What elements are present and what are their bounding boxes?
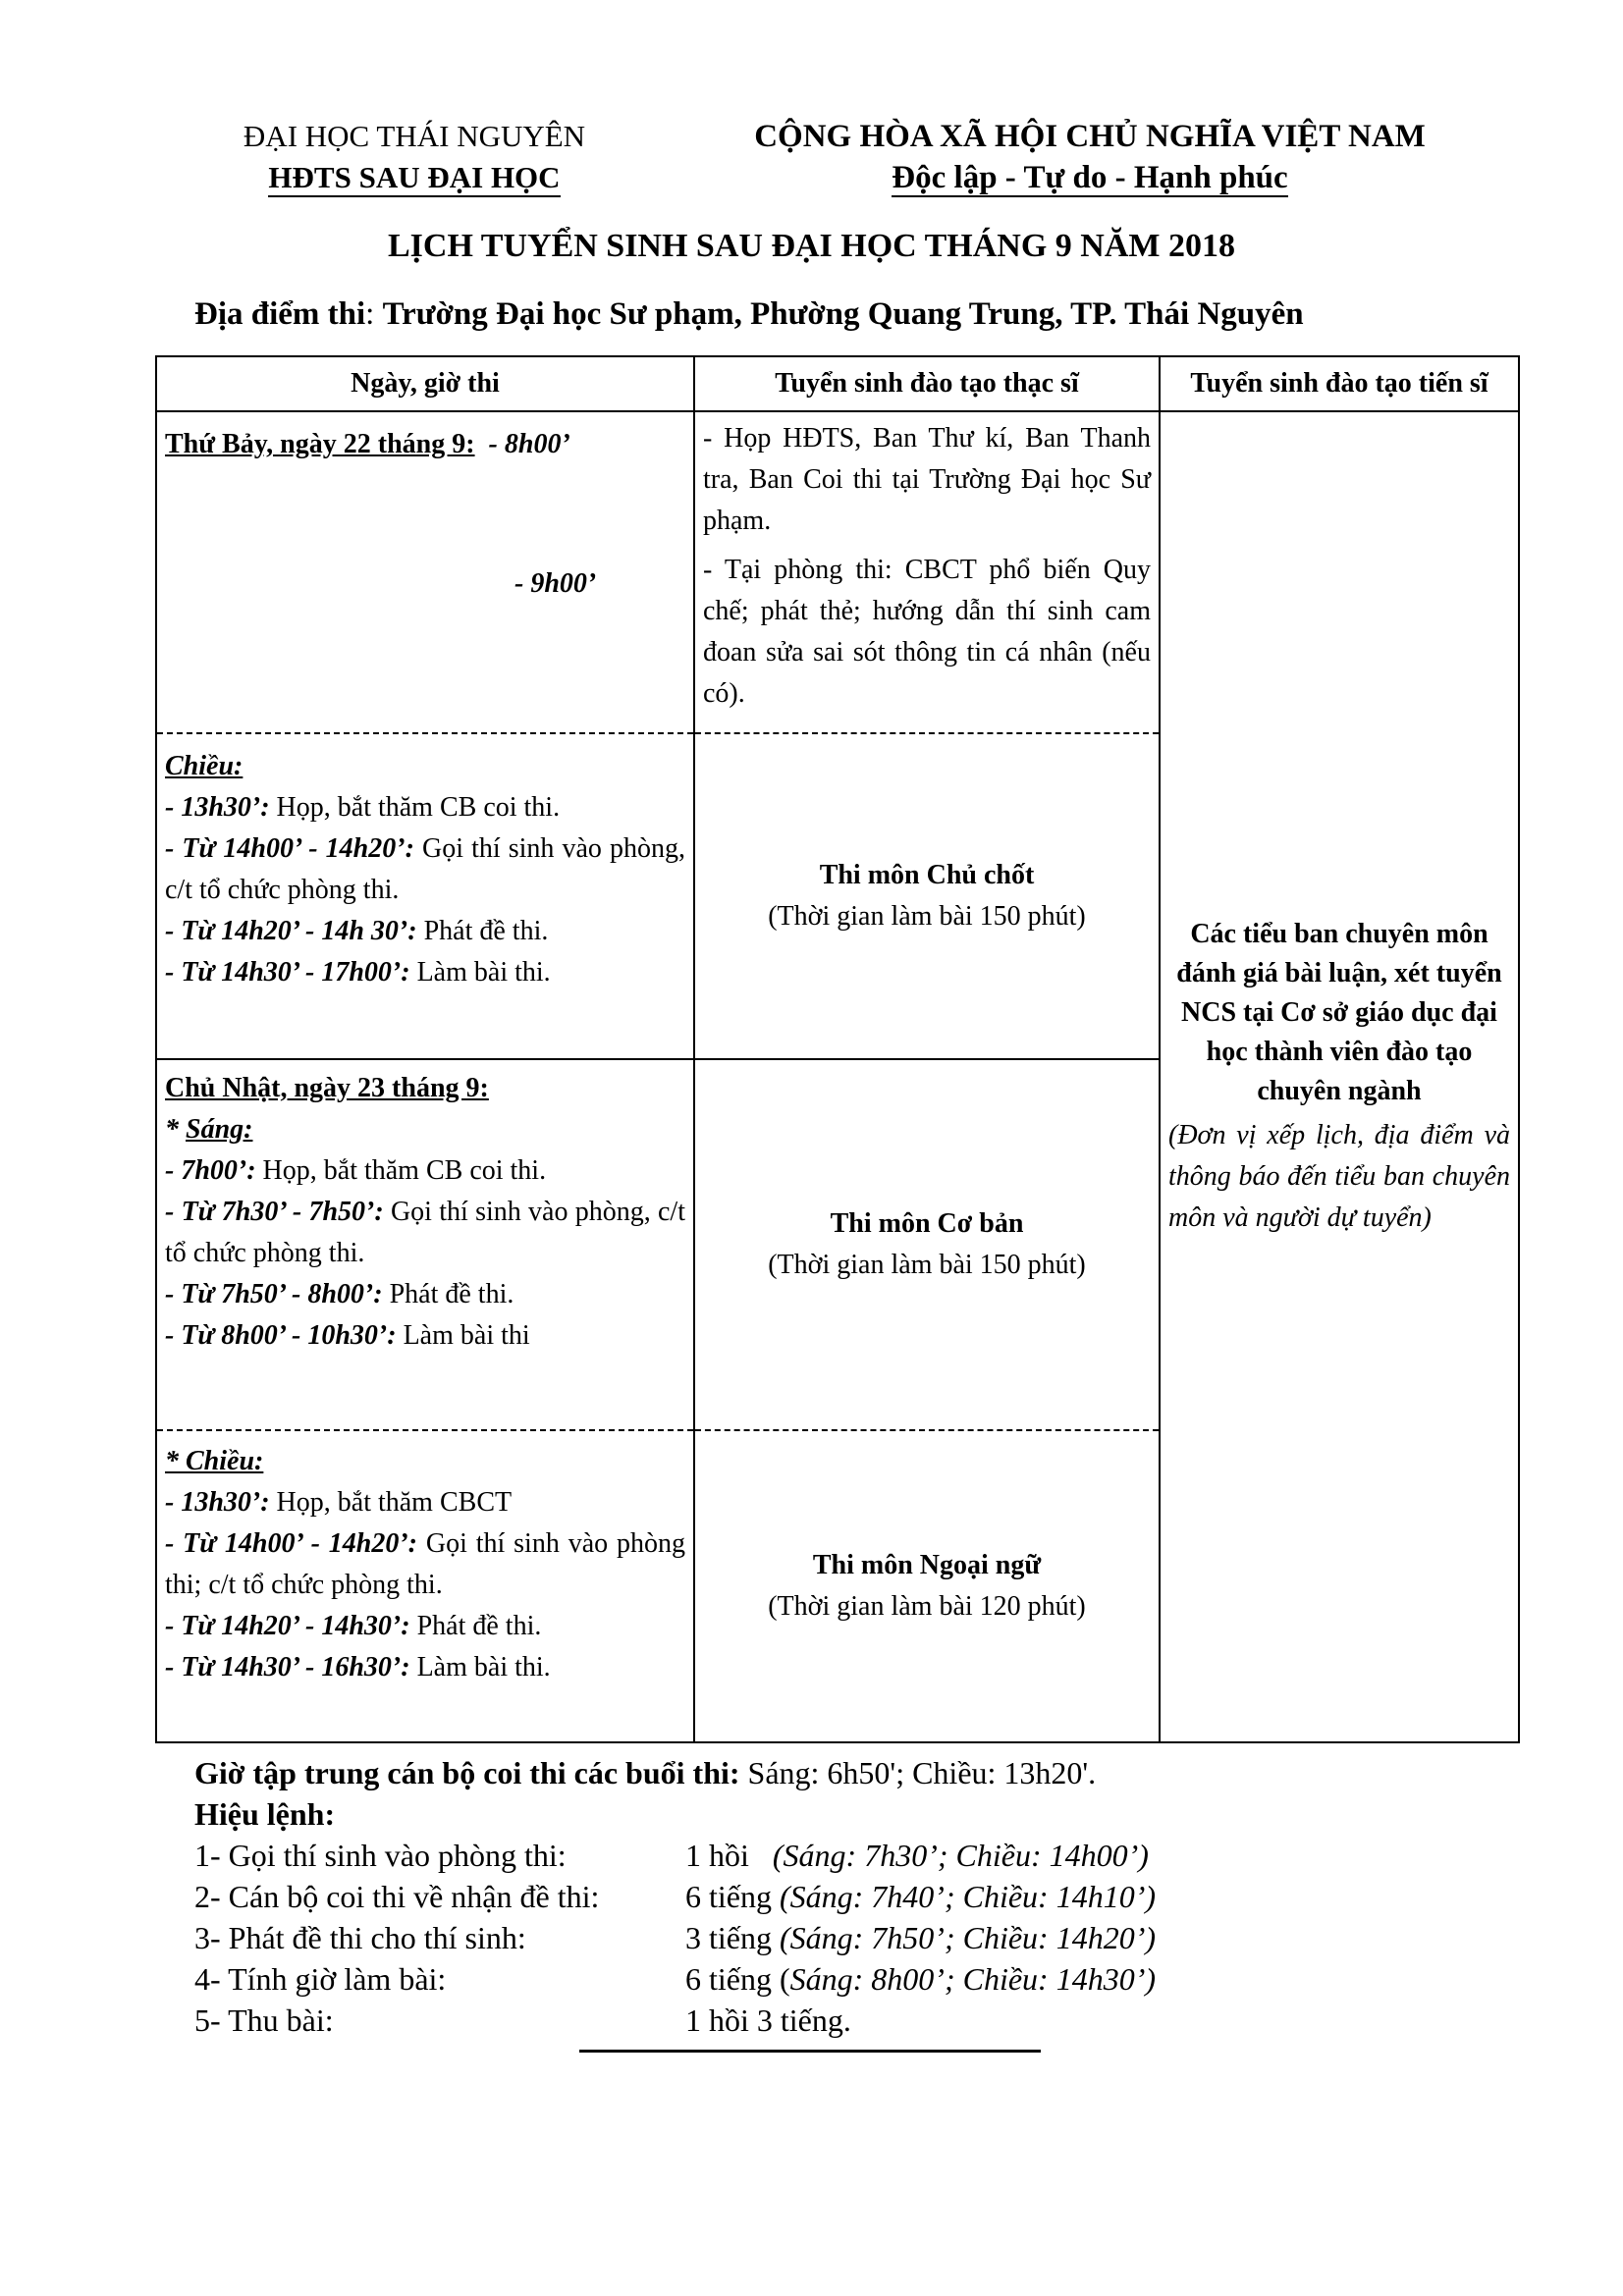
- time-label: - Từ 14h20’ - 14h30’:: [165, 1611, 410, 1641]
- activity-text: - Họp HĐTS, Ban Thư kí, Ban Thanh tra, Ban Coi thi tại Trường Đại học Sư phạm.: [703, 423, 1151, 536]
- step-text: Phát đề thi.: [416, 916, 549, 946]
- step-text: Họp, bắt thăm CB coi thi.: [269, 792, 561, 823]
- subject-name: Thi môn Ngoại ngữ: [812, 1550, 1042, 1580]
- signal-time: (Sáng: 7h50’; Chiều: 14h20’): [779, 1920, 1157, 1955]
- time-label: - 8h00’: [488, 429, 570, 459]
- signal-row: [194, 1917, 1156, 1958]
- subject-cell: [694, 1430, 1160, 1742]
- signal-time: Sáng: 8h00’; Chiều: 14h30’): [789, 1961, 1157, 1997]
- signal-time: (Sáng: 7h40’; Chiều: 14h10’): [779, 1879, 1157, 1914]
- activity-cell: [694, 411, 1160, 733]
- subject-cell: [694, 1059, 1160, 1430]
- subject-name: Thi môn Chủ chốt: [819, 860, 1035, 890]
- time-label: - Từ 14h30’ - 17h00’:: [165, 957, 410, 988]
- university-name: ĐẠI HỌC THÁI NGUYÊN: [243, 119, 586, 153]
- time-label: - Từ 14h20’ - 14h 30’:: [165, 916, 417, 946]
- step-text: Họp, bắt thăm CB coi thi.: [255, 1155, 547, 1186]
- header-right: [707, 116, 1473, 198]
- time-label: - Từ 14h30’ - 16h30’:: [165, 1652, 410, 1682]
- gather-time: [194, 1752, 1156, 1793]
- subject-duration: (Thời gian làm bài 150 phút): [768, 901, 1086, 932]
- session-label: * Chiều:: [165, 1446, 264, 1476]
- time-label: - Từ 8h00’ - 10h30’:: [165, 1320, 397, 1351]
- signal-row: [194, 1958, 1156, 2000]
- time-label: - 9h00’: [514, 568, 597, 599]
- signal-count: 1 hồi 3 tiếng.: [685, 2002, 851, 2038]
- step-text: Gọi thí sinh vào phòng, c/t tổ chức phòng thi.: [165, 833, 685, 905]
- day-label: Chủ Nhật, ngày 23 tháng 9:: [165, 1073, 489, 1103]
- phd-cell: [1160, 411, 1519, 1742]
- time-label: - Từ 7h30’ - 7h50’:: [165, 1197, 384, 1227]
- location-value: Trường Đại học Sư phạm, Phường Quang Trung, TP. Thái Nguyên: [382, 296, 1304, 332]
- header-cell: Tuyển sinh đào tạo tiến sĩ: [1160, 356, 1519, 411]
- location-label: Địa điểm thi: [194, 296, 366, 332]
- signal-count: 3 tiếng: [685, 1920, 780, 1955]
- signal-name: 3- Phát đề thi cho thí sinh:: [194, 1920, 526, 1955]
- signal-row: [194, 1835, 1156, 1876]
- subject-name: Thi môn Cơ bản: [830, 1208, 1024, 1239]
- signal-row: [194, 2000, 1156, 2041]
- signal-time: (Sáng: 7h30’; Chiều: 14h00’): [772, 1838, 1149, 1873]
- signal-name: 4- Tính giờ làm bài:: [194, 1961, 447, 1997]
- location-sep: :: [365, 296, 383, 332]
- signal-name: 1- Gọi thí sinh vào phòng thi:: [194, 1838, 567, 1873]
- time-label: - Từ 7h50’ - 8h00’:: [165, 1279, 383, 1309]
- time-label: - 7h00’:: [165, 1155, 256, 1186]
- step-text: Làm bài thi: [396, 1320, 530, 1351]
- step-text: Gọi thí sinh vào phòng thi; c/t tổ chức phòng thi.: [165, 1528, 685, 1600]
- phd-note: (Đơn vị xếp lịch, địa điểm và thông báo đến tiểu ban chuyên môn và người dự tuyển): [1168, 1120, 1510, 1233]
- time-cell: [156, 733, 694, 1059]
- session-label: Chiều:: [165, 751, 243, 781]
- time-label: - Từ 14h00’ - 14h20’:: [165, 833, 414, 864]
- day-label: Thứ Bảy, ngày 22 tháng 9:: [165, 429, 475, 459]
- signal-count: 6 tiếng (: [685, 1961, 790, 1997]
- step-text: Làm bài thi.: [409, 1652, 551, 1682]
- signal-count: 6 tiếng: [685, 1879, 780, 1914]
- signal-name: 5- Thu bài:: [194, 2002, 334, 2038]
- header-left: [208, 116, 621, 198]
- step-text: Phát đề thi.: [409, 1611, 542, 1641]
- gather-value: Sáng: 6h50'; Chiều: 13h20'.: [739, 1755, 1097, 1790]
- page-title: LỊCH TUYỂN SINH SAU ĐẠI HỌC THÁNG 9 NĂM 2018: [387, 228, 1235, 264]
- time-label: - 13h30’:: [165, 1487, 270, 1518]
- time-cell: [156, 411, 694, 733]
- step-text: Họp, bắt thăm CBCT: [269, 1487, 513, 1518]
- exam-location: [194, 296, 1304, 333]
- star-mark: *: [165, 1114, 186, 1145]
- time-cell: [156, 1059, 694, 1430]
- gather-label: Giờ tập trung cán bộ coi thi các buổi thi:: [194, 1755, 740, 1790]
- signals-title: Hiệu lệnh:: [194, 1796, 336, 1832]
- subject-duration: (Thời gian làm bài 150 phút): [768, 1250, 1086, 1280]
- header-cell: Tuyển sinh đào tạo thạc sĩ: [694, 356, 1160, 411]
- header-cell: Ngày, giờ thi: [156, 356, 694, 411]
- step-text: Phát đề thi.: [382, 1279, 514, 1309]
- country-motto: Độc lập - Tự do - Hạnh phúc: [892, 160, 1288, 195]
- signal-name: 2- Cán bộ coi thi về nhận đề thi:: [194, 1879, 600, 1914]
- signal-count: 1 hồi: [685, 1838, 773, 1873]
- subject-duration: (Thời gian làm bài 120 phút): [768, 1591, 1086, 1622]
- table-header-row: [156, 356, 1519, 411]
- table-row: [156, 411, 1519, 733]
- time-label: - Từ 14h00’ - 14h20’:: [165, 1528, 418, 1559]
- activity-text: - Tại phòng thi: CBCT phổ biến Quy chế; phát thẻ; hướng dẫn thí sinh cam đoan sửa sai sót thông tin cá nhân (nếu có).: [703, 555, 1151, 709]
- time-label: - 13h30’:: [165, 792, 270, 823]
- board-name: HĐTS SAU ĐẠI HỌC: [268, 160, 560, 197]
- country-name: CỘNG HÒA XÃ HỘI CHỦ NGHĨA VIỆT NAM: [754, 119, 1426, 154]
- closing-rule: [579, 2050, 1041, 2053]
- footer-notes: [194, 1752, 1156, 2041]
- step-text: Gọi thí sinh vào phòng, c/t tổ chức phòng thi.: [165, 1197, 685, 1268]
- subject-cell: [694, 733, 1160, 1059]
- schedule-table: [155, 355, 1520, 1743]
- session-label: Sáng:: [186, 1114, 253, 1145]
- step-text: Làm bài thi.: [409, 957, 551, 988]
- time-cell: [156, 1430, 694, 1742]
- phd-description: Các tiểu ban chuyên môn đánh giá bài luận, xét tuyển NCS tại Cơ sở giáo dục đại học thành viên đào tạo chuyên ngành: [1176, 919, 1502, 1106]
- signal-row: [194, 1876, 1156, 1917]
